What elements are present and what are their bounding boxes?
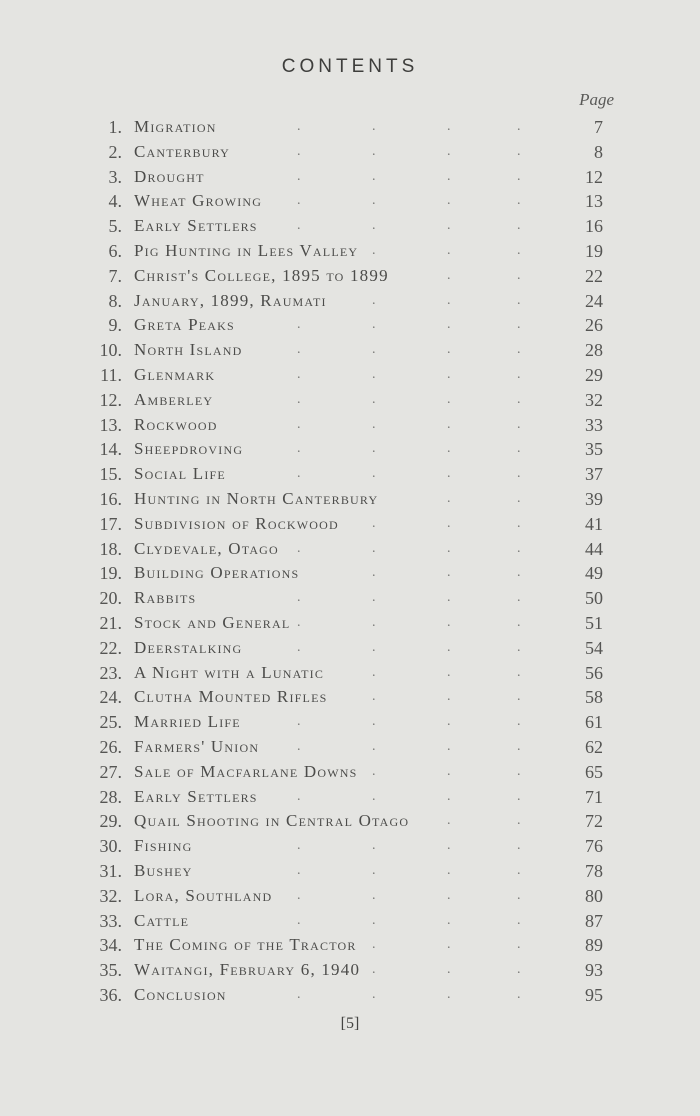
toc-entry-page: 16 [585, 216, 603, 237]
toc-entry-number: 26. [99, 736, 122, 757]
toc-entry-page: 51 [585, 612, 603, 633]
toc-entry-title: North Island [134, 340, 243, 360]
toc-entry-page: 89 [585, 935, 603, 956]
toc-entry-number: 5. [108, 216, 122, 237]
toc-entry: 17. Subdivision of Rockwood . . . 41 [0, 512, 700, 537]
toc-entry-number: 14. [99, 439, 122, 460]
toc-entry-number: 25. [99, 712, 122, 733]
toc-entry-title: Subdivision of Rockwood [134, 513, 339, 533]
toc-entry-number: 4. [108, 191, 122, 212]
toc-entry-title: Sale of Macfarlane Downs [134, 761, 358, 781]
toc-entry: 32. Lora, Southland . . . . 80 [0, 884, 700, 909]
contents-heading: CONTENTS [281, 56, 419, 77]
toc-entry-title: Fishing [134, 836, 193, 856]
toc-entry-title: Rockwood [134, 414, 218, 434]
toc-entry-number: 10. [99, 340, 122, 361]
toc-entry: 20. Rabbits . . . . 50 [0, 586, 700, 611]
toc-entry-title: Clutha Mounted Rifles [134, 687, 328, 707]
toc-entry: 27. Sale of Macfarlane Downs . . . 65 [0, 760, 700, 785]
toc-entry-page: 62 [585, 736, 603, 757]
toc-entry: 5. Early Settlers . . . . 16 [0, 214, 700, 239]
toc-entry: 35. Waitangi, February 6, 1940 . . . 93 [0, 958, 700, 983]
toc-entry: 31. Bushey . . . . 78 [0, 859, 700, 884]
toc-entry: 33. Cattle . . . . 87 [0, 909, 700, 934]
toc-entry-title: Building Operations [134, 563, 300, 583]
toc-entry-page: 78 [585, 860, 603, 881]
toc-entry-number: 33. [99, 910, 122, 931]
toc-entry-number: 16. [99, 488, 122, 509]
toc-entry: 29. Quail Shooting in Central Otago . . 72 [0, 809, 700, 834]
toc-entry-page: 58 [585, 687, 603, 708]
toc-entry-page: 56 [585, 662, 603, 683]
toc-entry-number: 9. [108, 315, 122, 336]
toc-entry-title: Drought [134, 166, 205, 186]
toc-entry-title: Deerstalking [134, 637, 243, 657]
toc-entry: 26. Farmers' Union . . . . 62 [0, 735, 700, 760]
toc-entry-page: 13 [585, 191, 603, 212]
toc-entry-title: Quail Shooting in Central Otago [134, 811, 410, 831]
toc-entry-page: 50 [585, 588, 603, 609]
toc-entry-number: 29. [99, 811, 122, 832]
toc-entry-page: 76 [585, 836, 603, 857]
toc-entry-page: 24 [585, 290, 603, 311]
table-of-contents [0, 115, 700, 1008]
toc-entry: 7. Christ's College, 1895 to 1899 . . 22 [0, 264, 700, 289]
toc-entry: 15. Social Life . . . . 37 [0, 462, 700, 487]
toc-entry-title: Rabbits [134, 588, 197, 608]
toc-entry: 13. Rockwood . . . . 33 [0, 413, 700, 438]
toc-entry-title: Amberley [134, 389, 214, 409]
toc-entry: 22. Deerstalking . . . . 54 [0, 636, 700, 661]
toc-entry-page: 87 [585, 910, 603, 931]
toc-entry-title: Sheepdroving [134, 439, 244, 459]
toc-entry-title: Christ's College, 1895 to 1899 [134, 265, 389, 285]
toc-entry-page: 44 [585, 538, 603, 559]
toc-entry-page: 35 [585, 439, 603, 460]
toc-entry-title: Migration [134, 117, 217, 136]
toc-entry-number: 30. [99, 836, 122, 857]
toc-entry: 8. January, 1899, Raumati . . . 24 [0, 289, 700, 314]
toc-entry-page: 80 [585, 885, 603, 906]
page-column-label: Page [579, 90, 614, 109]
toc-entry: 2. Canterbury . . . . 8 [0, 140, 700, 165]
toc-entry: 19. Building Operations . . . 49 [0, 561, 700, 586]
toc-entry-title: Married Life [134, 712, 241, 732]
toc-entry-title: Farmers' Union [134, 736, 260, 756]
toc-entry-title: Glenmark [134, 364, 216, 384]
toc-entry-page: 72 [585, 811, 603, 832]
toc-entry-title: A Night with a Lunatic [134, 662, 325, 682]
page-folio: [5] [340, 1015, 360, 1032]
toc-entry-page: 49 [585, 563, 603, 584]
toc-entry-number: 13. [99, 414, 122, 435]
toc-entry-title: Greta Peaks [134, 315, 235, 335]
toc-entry-number: 34. [99, 935, 122, 956]
toc-entry-page: 28 [585, 340, 603, 361]
toc-entry-title: January, 1899, Raumati [134, 290, 327, 310]
toc-entry-page: 37 [585, 464, 603, 485]
toc-entry-page: 12 [585, 166, 603, 187]
toc-entry-page: 95 [585, 984, 603, 1005]
toc-entry-title: Conclusion [134, 984, 227, 1004]
toc-entry-number: 8. [108, 290, 122, 311]
toc-entry: 1. Migration . . . . 7 [0, 115, 700, 140]
toc-entry-title: Lora, Southland [134, 885, 273, 905]
toc-entry: 3. Drought . . . . 12 [0, 165, 700, 190]
toc-entry: 34. The Coming of the Tractor . . . 89 [0, 933, 700, 958]
toc-entry-number: 18. [99, 538, 122, 559]
toc-entry-page: 65 [585, 761, 603, 782]
toc-entry-title: Wheat Growing [134, 191, 263, 211]
toc-entry-page: 71 [585, 786, 603, 807]
toc-entry-title: Social Life [134, 464, 226, 484]
toc-entry-page: 19 [585, 240, 603, 261]
toc-entry: 10. North Island . . . . 28 [0, 338, 700, 363]
toc-entry-number: 22. [99, 637, 122, 658]
toc-entry-page: 61 [585, 712, 603, 733]
toc-entry: 28. Early Settlers . . . . 71 [0, 785, 700, 810]
toc-entry-title: Cattle [134, 910, 190, 930]
toc-entry-page: 8 [594, 141, 603, 162]
toc-entry: 6. Pig Hunting in Lees Valley . . . 19 [0, 239, 700, 264]
toc-entry: 25. Married Life . . . . 61 [0, 710, 700, 735]
toc-entry-number: 36. [99, 984, 122, 1005]
toc-entry: 9. Greta Peaks . . . . 26 [0, 313, 700, 338]
toc-entry-page: 33 [585, 414, 603, 435]
toc-entry: 23. A Night with a Lunatic . . . 56 [0, 661, 700, 686]
toc-entry: 36. Conclusion . . . . 95 [0, 983, 700, 1008]
toc-entry-page: 26 [585, 315, 603, 336]
toc-entry-title: Pig Hunting in Lees Valley [134, 240, 359, 260]
toc-entry-title: Canterbury [134, 141, 231, 161]
toc-entry-title: Stock and General [134, 612, 291, 632]
toc-entry-number: 19. [99, 563, 122, 584]
toc-entry: 14. Sheepdroving . . . . 35 [0, 437, 700, 462]
toc-entry-page: 93 [585, 960, 603, 981]
toc-entry-page: 39 [585, 488, 603, 509]
toc-entry-number: 12. [99, 389, 122, 410]
toc-entry-number: 35. [99, 960, 122, 981]
toc-entry-title: The Coming of the Tractor [134, 935, 357, 955]
toc-entry-number: 28. [99, 786, 122, 807]
toc-entry-title: Early Settlers [134, 216, 258, 236]
toc-entry-number: 23. [99, 662, 122, 683]
toc-entry-page: 41 [585, 513, 603, 534]
toc-entry-number: 32. [99, 885, 122, 906]
toc-entry-page: 22 [585, 265, 603, 286]
toc-entry-number: 15. [99, 464, 122, 485]
toc-entry-number: 31. [99, 860, 122, 881]
toc-entry: 12. Amberley . . . . 32 [0, 388, 700, 413]
toc-entry-page: 29 [585, 364, 603, 385]
toc-entry-title: Early Settlers [134, 786, 258, 806]
toc-entry-title: Waitangi, February 6, 1940 [134, 960, 361, 980]
toc-entry: 11. Glenmark . . . . 29 [0, 363, 700, 388]
toc-entry: 21. Stock and General . . . . 51 [0, 611, 700, 636]
toc-entry: 16. Hunting in North Canterbury . . 39 [0, 487, 700, 512]
toc-entry: 24. Clutha Mounted Rifles . . . 58 [0, 685, 700, 710]
toc-entry: 4. Wheat Growing . . . . 13 [0, 189, 700, 214]
toc-entry-number: 6. [108, 240, 122, 261]
toc-entry-number: 20. [99, 588, 122, 609]
toc-entry-page: 32 [585, 389, 603, 410]
toc-entry: 18. Clydevale, Otago . . . . 44 [0, 537, 700, 562]
toc-entry-number: 7. [108, 265, 122, 286]
toc-entry-title: Hunting in North Canterbury [134, 488, 379, 508]
toc-entry-number: 1. [108, 117, 122, 137]
toc-entry-title: Bushey [134, 860, 193, 880]
toc-entry-number: 17. [99, 513, 122, 534]
toc-entry-number: 24. [99, 687, 122, 708]
toc-entry-number: 11. [100, 364, 122, 385]
toc-entry-page: 7 [594, 117, 603, 137]
toc-entry: 30. Fishing . . . . 76 [0, 834, 700, 859]
toc-entry-number: 27. [99, 761, 122, 782]
toc-entry-page: 54 [585, 637, 603, 658]
toc-entry-number: 21. [99, 612, 122, 633]
toc-entry-title: Clydevale, Otago [134, 538, 279, 558]
toc-entry-number: 3. [108, 166, 122, 187]
toc-entry-number: 2. [108, 141, 122, 162]
